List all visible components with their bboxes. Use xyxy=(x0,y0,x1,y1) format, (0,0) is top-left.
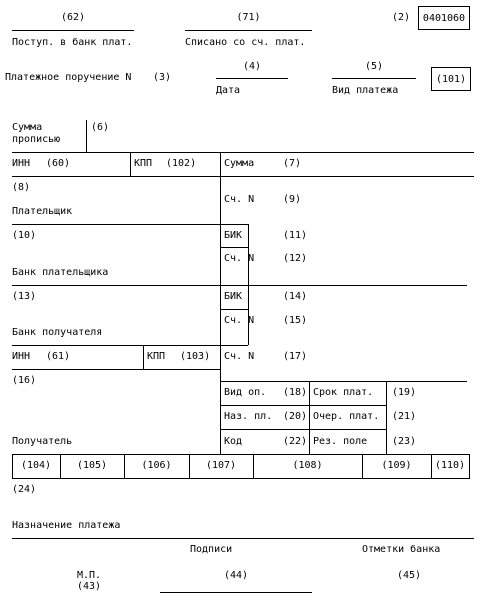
grid-line-9 xyxy=(220,381,467,382)
field-22-number[interactable]: (22) xyxy=(283,436,308,447)
grid-line-3b xyxy=(220,224,248,225)
field-105-number[interactable]: (105) xyxy=(76,460,108,471)
purpose-label: Назначение платежа xyxy=(12,520,121,531)
grid-line-3a xyxy=(12,224,220,225)
recipient-kpp-label: КПП xyxy=(147,351,166,362)
field-15-number[interactable]: (15) xyxy=(283,315,308,326)
recipient-bik-label: БИК xyxy=(224,291,243,302)
sum-label: Сумма xyxy=(224,158,255,169)
purpose-code-label: Наз. пл. xyxy=(224,411,273,422)
payment-term-label: Срок плат. xyxy=(313,387,374,398)
field-10-number[interactable]: (10) xyxy=(12,230,37,241)
kpp-payer-divider xyxy=(130,152,131,176)
field-5-number: (5) xyxy=(364,61,384,72)
field-3-number: (3) xyxy=(153,72,172,83)
field-102-number[interactable]: (102) xyxy=(166,158,197,169)
field-101-box[interactable] xyxy=(431,67,471,91)
grid-line-13 xyxy=(12,478,470,479)
field-44-number: (44) xyxy=(223,570,249,581)
priority-label: Очер. плат. xyxy=(313,411,380,422)
field-23-number[interactable]: (23) xyxy=(392,436,417,447)
field-71-label: Списано со сч. плат. xyxy=(185,37,306,48)
payer-bank-label: Банк плательщика xyxy=(12,267,109,278)
payer-bank-account-label: Сч. N xyxy=(224,253,255,264)
field-60-number[interactable]: (60) xyxy=(46,158,71,169)
recipient-account-label: Сч. N xyxy=(224,351,255,362)
field-110-number[interactable]: (110) xyxy=(434,460,466,471)
field-101-number: (101) xyxy=(435,73,467,85)
form-code-box xyxy=(418,6,470,30)
payer-kpp-label: КПП xyxy=(134,158,153,169)
field-104-number[interactable]: (104) xyxy=(20,460,52,471)
field-16-number[interactable]: (16) xyxy=(12,375,37,386)
field-24-number[interactable]: (24) xyxy=(12,484,37,495)
codes-divider-2 xyxy=(386,381,387,454)
amount-words-label-2: прописью xyxy=(12,134,61,145)
reserve-field-label: Рез. поле xyxy=(313,436,368,447)
field-62-line[interactable] xyxy=(12,30,134,31)
bank-marks-label: Отметки банка xyxy=(362,544,441,555)
field-17-number[interactable]: (17) xyxy=(283,351,308,362)
recipient-bank-account-label: Сч. N xyxy=(224,315,255,326)
field-7-number[interactable]: (7) xyxy=(283,158,302,169)
payment-type-line[interactable] xyxy=(332,78,416,79)
field-12-number[interactable]: (12) xyxy=(283,253,308,264)
grid-line-1 xyxy=(12,152,474,153)
grid-line-8 xyxy=(12,369,220,370)
form-code: 0401060 xyxy=(422,12,466,24)
stamp-label: М.П. xyxy=(76,570,102,581)
field-11-number[interactable]: (11) xyxy=(283,230,308,241)
recipient-bank-label: Банк получателя xyxy=(12,327,103,338)
tax-divider-7 xyxy=(469,454,470,478)
recipient-label: Получатель xyxy=(12,436,73,447)
field-61-number[interactable]: (61) xyxy=(46,351,71,362)
payer-label: Плательщик xyxy=(12,206,73,217)
field-20-number[interactable]: (20) xyxy=(283,411,308,422)
grid-line-4 xyxy=(220,247,248,248)
payment-type-label: Вид платежа xyxy=(332,85,399,96)
field-19-number[interactable]: (19) xyxy=(392,387,417,398)
grid-line-14 xyxy=(12,538,474,539)
field-108-number[interactable]: (108) xyxy=(292,460,323,471)
field-9-number[interactable]: (9) xyxy=(283,194,302,205)
field-71-line[interactable] xyxy=(185,30,312,31)
amount-words-divider xyxy=(86,120,87,152)
grid-line-5 xyxy=(12,285,467,286)
grid-line-11 xyxy=(220,429,386,430)
grid-line-12 xyxy=(12,454,470,455)
field-14-number[interactable]: (14) xyxy=(283,291,308,302)
field-2-number: (2) xyxy=(392,12,411,23)
codes-divider-1 xyxy=(309,381,310,454)
code-label: Код xyxy=(224,436,243,447)
field-8-number[interactable]: (8) xyxy=(12,182,31,193)
field-103-number[interactable]: (103) xyxy=(180,351,211,362)
field-13-number[interactable]: (13) xyxy=(12,291,37,302)
kpp-recipient-divider xyxy=(143,345,144,369)
field-62-number: (62) xyxy=(60,12,86,23)
field-106-number[interactable]: (106) xyxy=(141,460,172,471)
field-21-number[interactable]: (21) xyxy=(392,411,417,422)
date-line[interactable] xyxy=(216,78,288,79)
signature-line[interactable] xyxy=(160,592,312,593)
grid-line-10 xyxy=(220,405,386,406)
field-4-number: (4) xyxy=(242,61,262,72)
payer-account-label: Сч. N xyxy=(224,194,255,205)
amount-words-label-1: Сумма xyxy=(12,122,43,133)
signatures-label: Подписи xyxy=(190,544,233,555)
recipient-inn-label: ИНН xyxy=(12,351,31,362)
field-18-number[interactable]: (18) xyxy=(283,387,308,398)
main-column-divider xyxy=(220,152,221,454)
field-71-number: (71) xyxy=(236,12,261,23)
field-62-label: Поступ. в банк плат. xyxy=(12,37,133,48)
op-type-label: Вид оп. xyxy=(224,387,267,398)
payer-inn-label: ИНН xyxy=(12,158,31,169)
field-43-number: (43) xyxy=(76,581,102,592)
payer-bik-label: БИК xyxy=(224,230,243,241)
grid-line-7 xyxy=(12,345,248,346)
grid-line-6 xyxy=(220,309,248,310)
field-107-number[interactable]: (107) xyxy=(205,460,237,471)
date-label: Дата xyxy=(216,85,241,96)
field-6-number: (6) xyxy=(91,122,110,133)
field-109-number[interactable]: (109) xyxy=(381,460,412,471)
order-title: Платежное поручение N xyxy=(5,72,132,83)
grid-line-2 xyxy=(12,176,474,177)
field-45-number: (45) xyxy=(397,570,422,581)
